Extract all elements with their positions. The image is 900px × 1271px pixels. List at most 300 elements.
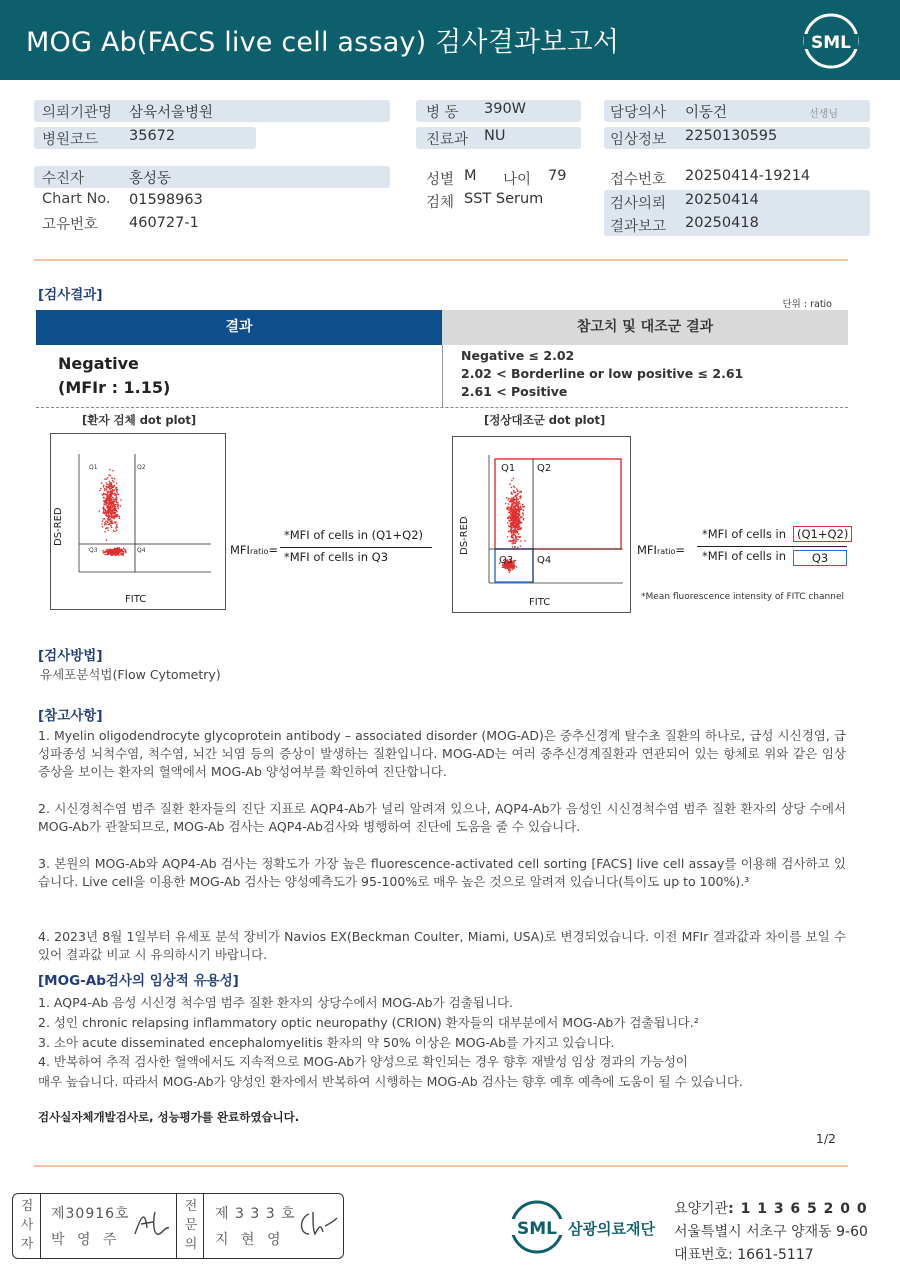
dot-plot-point <box>109 481 111 483</box>
dot-plot-point <box>516 541 518 543</box>
dot-plot-point <box>507 567 509 569</box>
dot-plot-point <box>106 487 108 489</box>
dot-plot-point <box>517 506 519 508</box>
dot-plot-point <box>512 535 514 537</box>
sig2-label-2: 문 <box>184 1218 198 1233</box>
dot-plot-point <box>516 530 518 532</box>
dot-plot-point <box>115 512 117 514</box>
note-4: 4. 2023년 8월 1일부터 유세포 분석 장비가 Navios EX(Beckman Coulter, Miami, USA)로 변경되었습니다. 이전 MFIr 결과값과 차이를 보일 수 있어 결과값 비교 시 유의하시기 바랍니다. <box>38 929 846 962</box>
dot-plot-point <box>512 567 514 569</box>
control-dot-plot-svg <box>453 437 630 612</box>
dot-plot-point <box>115 504 117 506</box>
dot-plot-point <box>519 518 521 520</box>
dot-plot-point <box>107 554 109 556</box>
dot-plot-point <box>517 522 519 524</box>
dot-plot-point <box>112 515 114 517</box>
org-name: 삼광의료재단 <box>568 1220 655 1238</box>
dot-plot-point <box>116 524 118 526</box>
dot-plot-point <box>125 551 127 553</box>
dot-plot-point <box>511 525 513 527</box>
dot-plot-point <box>513 512 515 514</box>
dot-plot-point <box>110 512 112 514</box>
dot-plot-point <box>519 526 521 528</box>
dot-plot-point <box>509 530 511 532</box>
dot-plot-point <box>103 506 105 508</box>
result-column-header: 결과 <box>36 310 442 345</box>
dot-plot-point <box>514 528 516 530</box>
chart-label: Chart No. <box>42 191 111 207</box>
dept-label: 진료과 <box>426 132 469 148</box>
dot-plot-point <box>106 478 108 480</box>
dot-plot-point <box>508 572 510 574</box>
dot-plot-point <box>114 478 116 480</box>
dot-plot-point <box>105 494 107 496</box>
utility-item-4-cont: 매우 높습니다. 따라서 MOG-Ab가 양성인 환자에서 반복하여 시행하는 MOG-Ab 검사는 향후 예후 예측에 도움이 될 수 있습니다. <box>38 1074 743 1089</box>
dot-plot-point <box>513 509 515 511</box>
dot-plot-point <box>512 503 514 505</box>
sig1-signature-icon <box>131 1206 175 1242</box>
dot-plot-point <box>110 549 112 551</box>
dot-plot-point <box>508 569 510 571</box>
dot-plot-point <box>516 514 518 516</box>
dot-plot-point <box>107 495 109 497</box>
dot-plot-point <box>109 497 111 499</box>
dot-plot-point <box>116 492 118 494</box>
dot-plot-point <box>104 531 106 533</box>
dot-plot-point <box>108 491 110 493</box>
reference-negative: Negative ≤ 2.02 <box>461 348 575 363</box>
note-2: 2. 시신경척수염 범주 질환 환자들의 진단 지표로 AQP4-Ab가 널리 알려져 있으나, AQP4-Ab가 음성인 시신경척수염 범주 질환 환자의 상당 수에서 MOG-Ab가 관찰되므로, MOG-Ab 검사는 AQP4-Ab검사와 병행하여 진단에 도움을 줄 수 있습니다. <box>38 801 846 834</box>
dot-plot-point <box>513 543 515 545</box>
dot-plot-point <box>517 516 519 518</box>
dot-plot-point <box>112 497 114 499</box>
dot-plot-point <box>521 527 523 529</box>
dot-plot-point <box>511 510 513 512</box>
dot-plot-point <box>111 551 113 553</box>
dot-plot-point <box>105 528 107 530</box>
dot-plot-point <box>521 517 523 519</box>
dot-plot-point <box>110 505 112 507</box>
dot-plot-point <box>99 490 101 492</box>
dot-plot-point <box>517 491 519 493</box>
clinical-value: 2250130595 <box>685 128 778 144</box>
dot-plot-point <box>511 480 513 482</box>
dot-plot-point <box>505 503 507 505</box>
dot-plot-point <box>104 488 106 490</box>
dot-plot-point <box>113 530 115 532</box>
sig1-label-cell <box>13 1194 41 1258</box>
specimen-label: 검체 <box>426 195 455 211</box>
dot-plot-point <box>508 498 510 500</box>
ward-label: 병 동 <box>426 105 459 121</box>
note-3: 3. 본원의 MOG-Ab와 AQP4-Ab 검사는 정확도가 가장 높은 fluorescence-activated cell sorting [FACS] live cell assay를 이용해 검사하고 있습니다. Live cell을 이용한 MOG-Ab 검사는 양성예측도가 95-100%로 매우 높은 것으로 알려져 있습니다(특이도 up to 100%).³ <box>38 856 846 889</box>
dot-plot-point <box>509 483 511 485</box>
dot-plot-point <box>518 499 520 501</box>
dot-plot-point <box>517 532 519 534</box>
dot-plot-point <box>111 527 113 529</box>
dot-plot-point <box>517 539 519 541</box>
dot-plot-point <box>105 514 107 516</box>
logo-text: SML <box>811 33 851 53</box>
dot-plot-point <box>513 564 515 566</box>
dot-plot-point <box>516 520 518 522</box>
dot-plot-point <box>116 483 118 485</box>
utility-section-title: [MOG-Ab검사의 임상적 유용성] <box>38 973 239 989</box>
dot-plot-point <box>111 507 113 509</box>
dot-plot-point <box>116 501 118 503</box>
dot-plot-point <box>519 514 521 516</box>
sml-logo-icon <box>802 12 860 70</box>
dot-plot-point <box>113 550 115 552</box>
dot-plot-point <box>105 512 107 514</box>
dot-plot-point <box>511 487 513 489</box>
dot-plot-point <box>112 510 114 512</box>
dot-plot-point <box>514 491 516 493</box>
dot-plot-point <box>110 510 112 512</box>
dot-plot-point <box>512 517 514 519</box>
dot-plot-point <box>508 531 510 533</box>
dot-plot-point <box>514 547 516 549</box>
patient-dot-plot-svg <box>51 434 225 609</box>
p1-xlabel: FITC <box>125 594 147 605</box>
patient-label: 수진자 <box>42 171 85 187</box>
phone-label: 대표번호 <box>674 1247 729 1263</box>
unit-label: 단위 : ratio <box>782 299 832 310</box>
patient-value: 홍성동 <box>129 171 172 187</box>
dot-plot-point <box>520 545 522 547</box>
dot-plot-point <box>116 552 118 554</box>
phone-line <box>674 1244 814 1264</box>
dot-plot-point <box>517 509 519 511</box>
sig1-label-1: 검 <box>20 1199 34 1214</box>
patient-plot-title: [환자 검체 dot plot] <box>82 413 197 427</box>
dot-plot-point <box>110 488 112 490</box>
dot-plot-point <box>104 554 106 556</box>
dot-plot-point <box>516 505 518 507</box>
dot-plot-point <box>111 484 113 486</box>
p1-q2-label: Q2 <box>137 464 146 471</box>
sig2-label-1: 전 <box>184 1199 198 1214</box>
dot-plot-point <box>105 500 107 502</box>
dot-plot-point <box>114 551 116 553</box>
sig1-label-3: 자 <box>20 1237 34 1252</box>
dot-plot-point <box>521 491 523 493</box>
unique-label: 고유번호 <box>42 217 99 233</box>
p2-q4-label: Q4 <box>537 555 552 566</box>
dot-plot-point <box>109 484 111 486</box>
dot-plot-point <box>110 520 112 522</box>
dot-plot-point <box>114 521 116 523</box>
p1-q3-label: Q3 <box>89 547 98 554</box>
dot-plot-point <box>514 515 516 517</box>
dot-plot-point <box>104 489 106 491</box>
control-denominator-prefix: *MFI of cells in <box>702 549 786 563</box>
mfi-footnote: *Mean fluorescence intensity of FITC channel <box>641 592 845 602</box>
specimen-value: SST Serum <box>464 191 544 207</box>
p1-ylabel: DS-RED <box>53 507 64 546</box>
dot-plot-point <box>524 540 526 542</box>
dot-plot-point <box>108 513 110 515</box>
dot-plot-point <box>119 549 121 551</box>
dot-plot-point <box>110 485 112 487</box>
p2-ylabel: DS-RED <box>459 516 470 555</box>
control-numerator-prefix: *MFI of cells in <box>702 527 786 541</box>
dot-plot-point <box>107 507 109 509</box>
result-mfir: (MFIr : 1.15) <box>58 378 171 397</box>
patient-row <box>34 166 390 188</box>
dot-plot-point <box>116 549 118 551</box>
reference-positive: 2.61 < Positive <box>461 384 568 399</box>
patient-denominator: *MFI of cells in Q3 <box>284 550 389 564</box>
dot-plot-point <box>519 510 521 512</box>
sig2-number: 제 3 3 3 호 <box>215 1206 296 1222</box>
dot-plot-point <box>110 525 112 527</box>
dot-plot-point <box>510 529 512 531</box>
dot-plot-point <box>115 508 117 510</box>
dot-plot-point <box>514 504 516 506</box>
mfi-ratio-sub-2: ratio <box>656 547 676 556</box>
mfi-eq-2: = <box>675 543 686 557</box>
dot-plot-point <box>118 494 120 496</box>
control-denominator-box: Q3 <box>793 550 847 566</box>
dot-plot-point <box>522 506 524 508</box>
patient-mfi-label <box>230 543 278 557</box>
dot-plot-point <box>111 503 113 505</box>
control-dot-plot <box>452 436 631 613</box>
dot-plot-point <box>514 487 516 489</box>
dot-plot-point <box>110 482 112 484</box>
dot-plot-point <box>115 487 117 489</box>
dot-plot-point <box>517 536 519 538</box>
dot-plot-point <box>520 540 522 542</box>
dot-plot-point <box>516 499 518 501</box>
dot-plot-point <box>510 532 512 534</box>
utility-item-1: 1. AQP4-Ab 음성 시신경 척수염 범주 질환 환자의 상당수에서 MOG-Ab가 검출됩니다. <box>38 995 513 1010</box>
dot-plot-point <box>107 493 109 495</box>
dot-plot-point <box>507 507 509 509</box>
hospital-code-value: 35672 <box>129 128 176 144</box>
p2-xlabel: FITC <box>529 597 551 608</box>
org-logo-text: SML <box>517 1219 557 1239</box>
page-number: 1/2 <box>815 1131 836 1146</box>
dot-plot-point <box>103 512 105 514</box>
separator-top <box>34 259 848 261</box>
dot-plot-point <box>104 522 106 524</box>
dot-plot-point <box>101 523 103 525</box>
dot-plot-point <box>506 497 508 499</box>
dot-plot-point <box>518 533 520 535</box>
dot-plot-point <box>515 525 517 527</box>
dot-plot-point <box>116 488 118 490</box>
dot-plot-point <box>508 499 510 501</box>
mfi-text: MFI <box>230 543 250 557</box>
dot-plot-point <box>513 562 515 564</box>
p1-q1-label: Q1 <box>89 464 98 471</box>
dept-value: NU <box>484 128 506 144</box>
dot-plot-point <box>102 518 104 520</box>
sig2-name: 지 현 영 <box>215 1232 285 1248</box>
dot-plot-point <box>508 503 510 505</box>
report-label: 결과보고 <box>610 219 667 235</box>
dot-plot-point <box>116 504 118 506</box>
dot-plot-point <box>513 527 515 529</box>
dot-plot-point <box>514 523 516 525</box>
mfi-eq: = <box>268 543 279 557</box>
dot-plot-point <box>112 480 114 482</box>
sex-label: 성별 <box>426 172 455 188</box>
phone-number: : 1661-5117 <box>728 1247 814 1263</box>
dot-plot-point <box>110 492 112 494</box>
dot-plot-point <box>512 541 514 543</box>
dot-plot-point <box>513 506 515 508</box>
dot-plot-point <box>107 505 109 507</box>
dot-plot-point <box>103 551 105 553</box>
method-text: 유세포분석법(Flow Cytometry) <box>40 667 221 682</box>
dot-plot-point <box>511 527 513 529</box>
dot-plot-point <box>513 532 515 534</box>
patient-numerator: *MFI of cells in (Q1+Q2) <box>284 528 423 542</box>
p2-q3-label: Q3 <box>499 555 514 566</box>
dot-plot-point <box>516 518 518 520</box>
dot-plot-point <box>107 515 109 517</box>
dot-plot-point <box>518 529 520 531</box>
dot-plot-point <box>114 531 116 533</box>
dot-plot-point <box>103 493 105 495</box>
dot-plot-point <box>103 510 105 512</box>
dot-plot-point <box>102 526 104 528</box>
dot-plot-point <box>103 485 105 487</box>
note-1: 1. Myelin oligodendrocyte glycoprotein antibody – associated disorder (MOG-AD)은 중추신경계 탈수초 질환의 하나로, 급성 시신경염, 급성파종성 뇌척수염, 척수염, 뇌간 뇌염 등의 증상이 발생하는 질환입니다. MOG-AD는 여러 중추신경계질환과 연관되어 있는 항체로 위와 같은 임상 증상을 보이는 환자의 혈액에서 MOG-Ab 양성여부를 확인하여 진단합니다. <box>38 728 846 779</box>
sig1-number: 제30916호 <box>51 1206 130 1222</box>
dot-plot-point <box>113 517 115 519</box>
dot-plot-point <box>513 490 515 492</box>
dot-plot-point <box>510 522 512 524</box>
dot-plot-point <box>510 506 512 508</box>
dot-plot-point <box>512 569 514 571</box>
receipt-value: 20250414-19214 <box>685 168 811 184</box>
dot-plot-point <box>507 536 509 538</box>
dot-plot-point <box>512 540 514 542</box>
dot-plot-point <box>106 539 108 541</box>
dot-plot-point <box>121 551 123 553</box>
p2-q2-label: Q2 <box>537 463 552 474</box>
dot-plot-point <box>105 498 107 500</box>
mfi-ratio-sub: ratio <box>249 547 269 556</box>
dot-plot-point <box>114 499 116 501</box>
dot-plot-point <box>512 523 514 525</box>
age-value: 79 <box>548 168 567 184</box>
dot-plot-point <box>114 489 116 491</box>
dot-plot-point <box>109 469 111 471</box>
unique-value: 460727-1 <box>129 215 199 231</box>
age-label: 나이 <box>503 172 532 188</box>
dot-plot-point <box>120 554 122 556</box>
signature-box <box>12 1193 344 1259</box>
dot-plot-point <box>507 508 509 510</box>
dot-plot-point <box>102 494 104 496</box>
dot-plot-point <box>105 520 107 522</box>
dot-plot-point <box>116 511 118 513</box>
dot-plot-point <box>515 511 517 513</box>
dot-plot-point <box>511 515 513 517</box>
address: 서울특별시 서초구 양재동 9-60 <box>674 1224 868 1240</box>
dot-plot-point <box>515 510 517 512</box>
sig2-label-3: 의 <box>184 1237 198 1252</box>
dot-plot-point <box>110 554 112 556</box>
request-label: 검사의뢰 <box>610 196 667 212</box>
hospital-code-label: 병원코드 <box>42 132 99 148</box>
utility-item-2: 2. 성인 chronic relapsing inflammatory optic neuropathy (CRION) 환자들의 대부분에서 MOG-Ab가 검출됩니다.² <box>38 1015 699 1030</box>
dot-plot-point <box>518 502 520 504</box>
provider-line <box>674 1198 868 1218</box>
dot-plot-point <box>519 520 521 522</box>
doctor-label: 담당의사 <box>610 105 667 121</box>
dot-plot-point <box>115 527 117 529</box>
mfi-text-2: MFI <box>637 543 657 557</box>
dot-plot-point <box>112 478 114 480</box>
dot-plot-point <box>510 514 512 516</box>
dot-plot-point <box>523 506 525 508</box>
control-mfi-label <box>637 543 685 557</box>
sig2-label-cell <box>176 1194 204 1258</box>
dot-plot-point <box>522 514 524 516</box>
dot-plot-point <box>107 522 109 524</box>
dot-plot-point <box>112 503 114 505</box>
dot-plot-point <box>100 488 102 490</box>
dot-plot-point <box>113 481 115 483</box>
dot-plot-point <box>105 509 107 511</box>
org-logo-icon <box>508 1198 566 1256</box>
dot-plot-point <box>119 516 121 518</box>
dot-plot-point <box>523 510 525 512</box>
dot-plot-point <box>523 519 525 521</box>
doctor-suffix: 선생님 <box>809 109 838 120</box>
dot-plot-point <box>519 506 521 508</box>
dot-plot-point <box>522 513 524 515</box>
dot-plot-point <box>511 536 513 538</box>
dot-plot-point <box>108 509 110 511</box>
dot-plot-point <box>111 496 113 498</box>
dot-plot-point <box>104 518 106 520</box>
dot-plot-point <box>98 510 100 512</box>
dot-plot-point <box>514 519 516 521</box>
dot-plot-point <box>105 502 107 504</box>
dot-plot-point <box>108 486 110 488</box>
dot-plot-point <box>510 518 512 520</box>
dot-plot-point <box>123 547 125 549</box>
dot-plot-point <box>111 514 113 516</box>
result-value: Negative <box>58 354 139 373</box>
dot-plot-point <box>515 495 517 497</box>
patient-fraction-line <box>280 547 432 548</box>
sex-value: M <box>464 168 477 184</box>
sig2-signature-icon <box>295 1208 341 1242</box>
control-fraction-line <box>697 546 847 547</box>
dot-plot-point <box>516 501 518 503</box>
ward-value: 390W <box>484 101 527 117</box>
report-header <box>0 0 900 80</box>
report-title: MOG Ab(FACS live cell assay) 검사결과보고서 <box>26 27 620 58</box>
dot-plot-point <box>118 507 120 509</box>
provider-label: 요양기관 <box>674 1201 729 1217</box>
dot-plot-point <box>124 549 126 551</box>
dot-plot-point <box>119 518 121 520</box>
dot-plot-point <box>101 482 103 484</box>
dot-plot-point <box>103 497 105 499</box>
control-plot-title: [정상대조군 dot plot] <box>484 413 606 427</box>
dot-plot-point <box>511 543 513 545</box>
dot-plot-point <box>111 500 113 502</box>
